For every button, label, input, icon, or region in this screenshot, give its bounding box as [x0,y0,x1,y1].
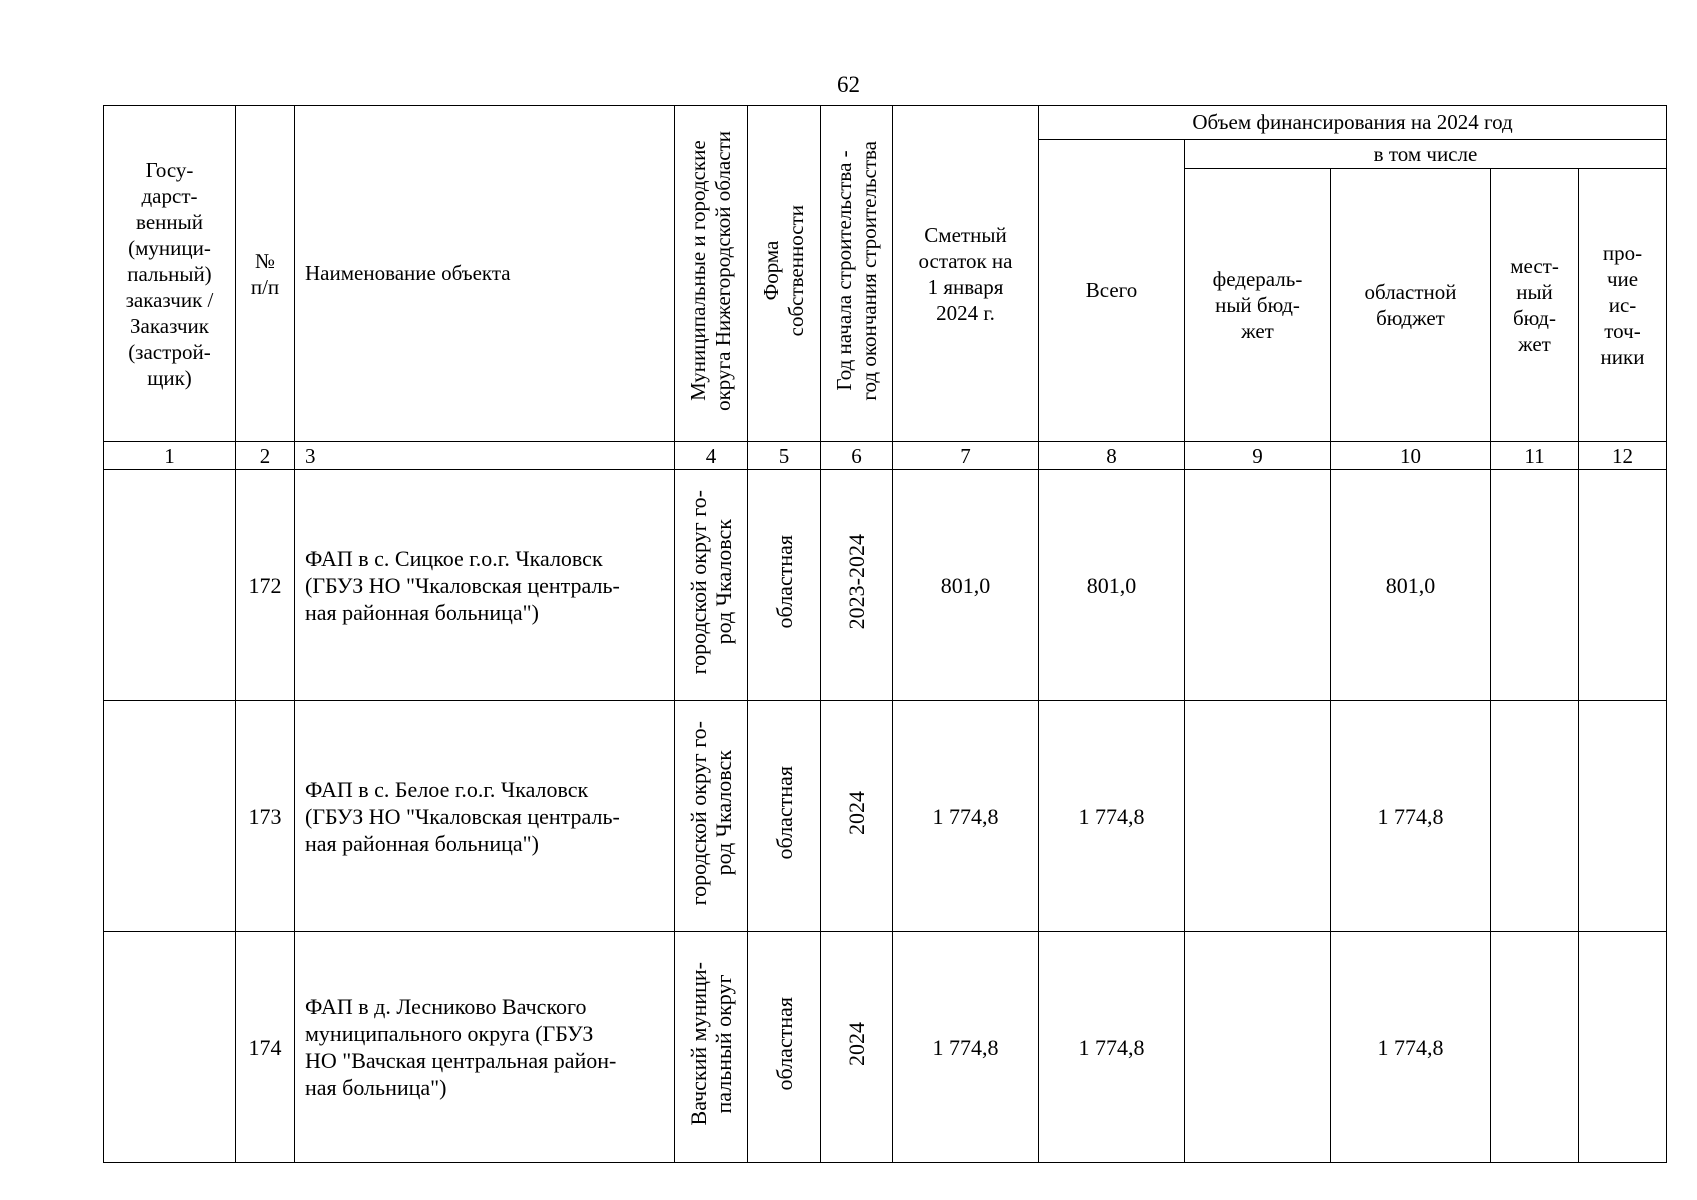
cell-years [821,701,893,932]
cell-district [675,701,748,932]
cell-ownership [748,932,821,1163]
column-number: 7 [893,442,1039,470]
cell-years [821,932,893,1163]
cell-federal [1185,932,1331,1163]
column-number: 10 [1331,442,1491,470]
cell-ownership [748,470,821,701]
header-district [675,106,748,442]
header-object-name [295,106,675,442]
table-row [104,701,1667,932]
cell-local [1491,932,1579,1163]
cell-regional: 801,0 [1331,470,1491,701]
table-row [104,932,1667,1163]
column-number: 12 [1579,442,1667,470]
cell-years-text: 2023-2024 [844,534,869,630]
header-federal-text: федераль- ный бюд- жет [1212,267,1303,343]
cell-other [1579,470,1667,701]
header-other [1579,169,1667,442]
cell-customer [104,932,236,1163]
cell-district [675,470,748,701]
column-number: 1 [104,442,236,470]
header-row-number [236,106,295,442]
header-customer [104,106,236,442]
cell-district-text: городской округ го- род Чкаловск [686,720,736,906]
column-number: 4 [675,442,748,470]
cell-district-text: городской округ го- род Чкаловск [686,489,736,675]
header-federal [1185,169,1331,442]
cell-federal [1185,470,1331,701]
cell-row-number: 172 [236,470,295,701]
cell-ownership-text: областная [771,766,797,860]
table-row [104,470,1667,701]
header-funding-title-text: Объем финансирования на 2024 год [1192,110,1513,134]
page-number: 62 [837,72,860,97]
column-number: 11 [1491,442,1579,470]
cell-customer [104,701,236,932]
header-customer-text: Госу- дарст- венный (муници- пальный) заказчик / Заказчик (застрой- щик) [125,157,214,390]
header-district-text: Муниципальные и городские округа Нижегородской области [686,130,735,411]
header-local [1491,169,1579,442]
cell-total: 801,0 [1039,470,1185,701]
cell-estimate: 1 774,8 [893,701,1039,932]
header-local-text: мест- ный бюд- жет [1510,254,1559,356]
column-number: 9 [1185,442,1331,470]
header-years-text: Год начала строительства - год окончания строительства [831,140,881,401]
column-numbers-row [104,442,1667,470]
header-regional-text: областной бюджет [1364,280,1457,330]
header-ownership-text: Форма собственности [759,204,808,337]
cell-district [675,932,748,1163]
cell-other [1579,932,1667,1163]
header-years [821,106,893,442]
cell-local [1491,470,1579,701]
header-estimate [893,106,1039,442]
header-total-text: Всего [1085,278,1138,302]
cell-row-number: 173 [236,701,295,932]
header-object-name-text: Наименование объекта [305,261,511,285]
cell-years-text: 2024 [844,1022,869,1066]
cell-customer [104,470,236,701]
cell-estimate: 801,0 [893,470,1039,701]
header-funding-title [1039,106,1667,140]
header-row-number-text: № п/п [250,248,280,299]
header-ownership [748,106,821,442]
cell-ownership-text: областная [771,997,797,1091]
cell-federal [1185,701,1331,932]
cell-row-number: 174 [236,932,295,1163]
cell-years [821,470,893,701]
cell-district-text: Вачский муници- пальный округ [686,962,736,1126]
cell-total: 1 774,8 [1039,932,1185,1163]
column-number: 8 [1039,442,1185,470]
cell-total: 1 774,8 [1039,701,1185,932]
header-including-text: в том числе [1373,141,1478,166]
header-row-1 [104,106,1667,140]
header-other-text: про- чие ис- точ- ники [1600,241,1645,369]
header-total [1039,140,1185,442]
header-including [1185,140,1667,169]
column-number: 6 [821,442,893,470]
header-estimate-text: Сметный остаток на 1 января 2024 г. [918,222,1013,325]
cell-ownership [748,701,821,932]
cell-regional: 1 774,8 [1331,932,1491,1163]
cell-object-name: ФАП в с. Белое г.о.г. Чкаловск (ГБУЗ НО "Чкаловская централь- ная районная больница") [295,701,675,932]
column-number: 3 [295,442,675,470]
cell-estimate: 1 774,8 [893,932,1039,1163]
cell-object-name: ФАП в д. Лесниково Вачского муниципального округа (ГБУЗ НО "Вачская центральная район- ная больница") [295,932,675,1163]
column-number: 2 [236,442,295,470]
investment-table [103,105,1667,1163]
cell-ownership-text: областная [771,535,797,629]
column-number: 5 [748,442,821,470]
cell-local [1491,701,1579,932]
cell-other [1579,701,1667,932]
cell-regional: 1 774,8 [1331,701,1491,932]
header-regional [1331,169,1491,442]
cell-object-name: ФАП в с. Сицкое г.о.г. Чкаловск (ГБУЗ НО "Чкаловская централь- ная районная больница") [295,470,675,701]
cell-years-text: 2024 [844,791,869,835]
